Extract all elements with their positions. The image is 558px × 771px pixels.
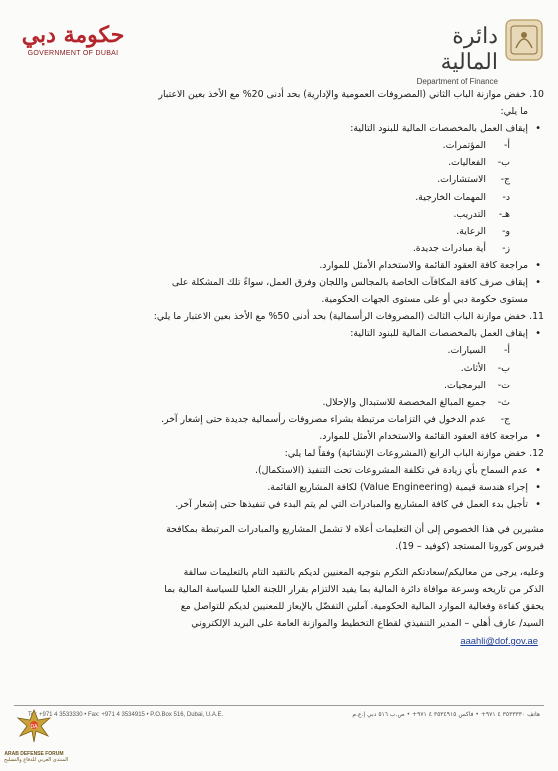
government-of-dubai-logo xyxy=(18,22,128,57)
sub-item-text: التدريب. xyxy=(453,208,486,220)
sub-item-text: المؤتمرات. xyxy=(442,140,486,152)
text-line: 10. خفض موازنة الباب الثاني (المصروفات العمومية والإدارية) بحد أدنى 20% مع الأخذ بعين الاعتبار xyxy=(158,89,544,100)
bullet-item xyxy=(18,479,544,496)
eagle-emblem-icon xyxy=(14,706,54,746)
sub-item-text: الرعاية. xyxy=(456,225,486,237)
sub-item-letter: هـ- xyxy=(498,208,510,220)
sub-item-text: عدم الدخول في التزامات مرتبطة بشراء مصروفات رأسمالية جديدة حتى إشعار آخر. xyxy=(160,413,486,425)
finance-emblem-icon xyxy=(504,18,544,62)
sub-item xyxy=(18,137,544,154)
sub-item-text: البرمجيات. xyxy=(443,379,486,391)
sub-item-text: جميع المبالغ المخصصة للاستبدال والإحلال. xyxy=(322,396,486,408)
sub-item xyxy=(18,411,544,428)
sub-item-letter: ز- xyxy=(502,242,510,254)
text-line: مشيرين في هذا الخصوص إلى أن التعليمات أعلاه لا تشمل المشاريع والمبادرات المرتبطة بمكافحة xyxy=(166,524,544,536)
bullet-item-text: إيقاف العمل بالمخصصات المالية للبنود التالية: xyxy=(350,328,528,340)
sub-item xyxy=(18,240,544,257)
watermark-caption-english: ARAB DEFENSE FORUM xyxy=(4,751,64,757)
watermark-caption-arabic: المنتدى العربي للدفاع والتسليح xyxy=(4,757,69,763)
sub-item-letter: ث- xyxy=(497,396,510,408)
sub-item-text: المهمات الخارجية. xyxy=(415,191,486,203)
bullet-item xyxy=(18,325,544,342)
sub-item xyxy=(18,342,544,359)
sub-item-letter: ب- xyxy=(497,362,510,374)
sub-item xyxy=(18,154,544,171)
sub-item xyxy=(18,189,544,206)
footer-contact-arabic: هاتف ٣٥٣٣٣٣٠ ٤ ٩٧١+ • فاكس ٣٥٣٤٩١٥ ٤ ٩٧١+ • ص.ب ٥١٦ دبي إ.ع.م xyxy=(352,711,540,718)
bullet-item-text: تأجيل بدء العمل في كافة المشاريع والمبادرات التي لم يتم البدء في تنفيذها حتى إشعار آخر. xyxy=(175,499,528,511)
text-line: الذكر من تاريخه وسرعة موافاة دائرة المالية بما يفيد الالتزام بقرار اللجنة العليا للسياسة المالية بما xyxy=(164,583,544,595)
text-line: السيد/ عارف أهلي – المدير التنفيذي لقطاع التخطيط والموازنة العامة على البريد الإلكتروني xyxy=(191,617,544,629)
sub-item-letter: د- xyxy=(502,191,510,203)
paragraph-gap xyxy=(18,513,544,521)
sub-item-letter: و- xyxy=(502,225,510,237)
sub-item-letter: أ- xyxy=(504,140,510,152)
department-of-finance-logo xyxy=(404,18,544,86)
bullet-item-text: مراجعة كافة العقود القائمة والاستخدام الأمثل للموارد. xyxy=(319,259,528,271)
text-line: يحقق كفاءة وفعالية الموارد المالية الحكومية. آملين التفضّل بالإيعاز للمعنيين لديكم للتواصل مع xyxy=(180,600,544,612)
sub-item-letter: ت- xyxy=(497,379,510,391)
bullet-item-text: إجراء هندسة قيمية (Value Engineering) لكافة المشاريع القائمة. xyxy=(267,482,528,494)
text-line: 12. خفض موازنة الباب الرابع (المشروعات الإنشائية) وفقاً لما يلي: xyxy=(284,447,544,459)
svg-text:DA: DA xyxy=(30,724,38,730)
department-of-finance-arabic: دائرة المالية xyxy=(440,24,498,75)
text-line: وعليه، يرجى من معاليكم/سعادتكم التكرم بتوجيه المعنيين لديكم بالتقيد التام بالتعليمات سالفة xyxy=(183,566,544,578)
paragraph-gap xyxy=(18,556,544,564)
sub-item-text: الأثاث. xyxy=(460,362,486,374)
sub-item xyxy=(18,394,544,411)
bullet-item-text: إيقاف العمل بالمخصصات المالية للبنود التالية: xyxy=(350,123,528,135)
bullet-item xyxy=(18,462,544,479)
letter-body xyxy=(18,86,544,650)
footer-divider xyxy=(14,705,544,706)
sub-item xyxy=(18,206,544,223)
bullet-item-text: إيقاف صرف كافة المكافآت الخاصة بالمجالس واللجان وفرق العمل، سواءً تلك المشكلة على xyxy=(171,277,528,289)
bullet-item xyxy=(18,496,544,513)
sub-item xyxy=(18,223,544,240)
sub-item-text: أية مبادرات جديدة. xyxy=(412,242,486,254)
sub-item-text: الاستشارات. xyxy=(437,174,486,186)
sub-item-letter: أ- xyxy=(504,345,510,357)
bullet-item-text: مراجعة كافة العقود القائمة والاستخدام الأمثل للموارد. xyxy=(319,430,528,442)
sub-item-letter: ج- xyxy=(500,174,510,186)
department-of-finance-english: Department of Finance xyxy=(416,77,498,86)
sub-item-text: الفعاليات. xyxy=(448,157,486,169)
sub-item xyxy=(18,360,544,377)
bullet-item xyxy=(18,428,544,445)
bullet-item xyxy=(18,120,544,137)
text-line: 11. خفض موازنة الباب الثالث (المصروفات الرأسمالية) بحد أدنى 50% مع الأخذ بعين الاعتبار ما يلي: xyxy=(153,311,544,323)
email-link[interactable]: aaahli@dof.gov.ae xyxy=(460,634,538,646)
sub-item-letter: ب- xyxy=(497,157,510,169)
email-line xyxy=(18,632,544,650)
footer-contact-english: Tel: +971 4 3533330 • Fax: +971 4 3534915 • P.O.Box 516, Dubai, U.A.E. xyxy=(28,712,224,718)
sub-item-text: السيارات. xyxy=(447,345,486,357)
government-of-dubai-arabic: حكومة دبي xyxy=(21,22,125,48)
sub-item-letter: ج- xyxy=(500,413,510,425)
bullet-item-text: عدم السماح بأي زيادة في تكلفة المشروعات تحت التنفيذ (الاستكمال). xyxy=(254,465,528,477)
continued-text-line: مستوى حكومة دبي أو على مستوى الجهات الحكومية. xyxy=(321,294,528,306)
bullet-item xyxy=(18,257,544,274)
text-line: فيروس كورونا المستجد (كوفيد – 19). xyxy=(395,541,544,553)
sub-item xyxy=(18,377,544,394)
arab-defense-forum-watermark xyxy=(4,706,69,768)
sub-item xyxy=(18,171,544,188)
bullet-item xyxy=(18,274,544,291)
continued-text-line: ما يلي: xyxy=(500,106,528,118)
government-of-dubai-english: GOVERNMENT OF DUBAI xyxy=(27,50,119,57)
